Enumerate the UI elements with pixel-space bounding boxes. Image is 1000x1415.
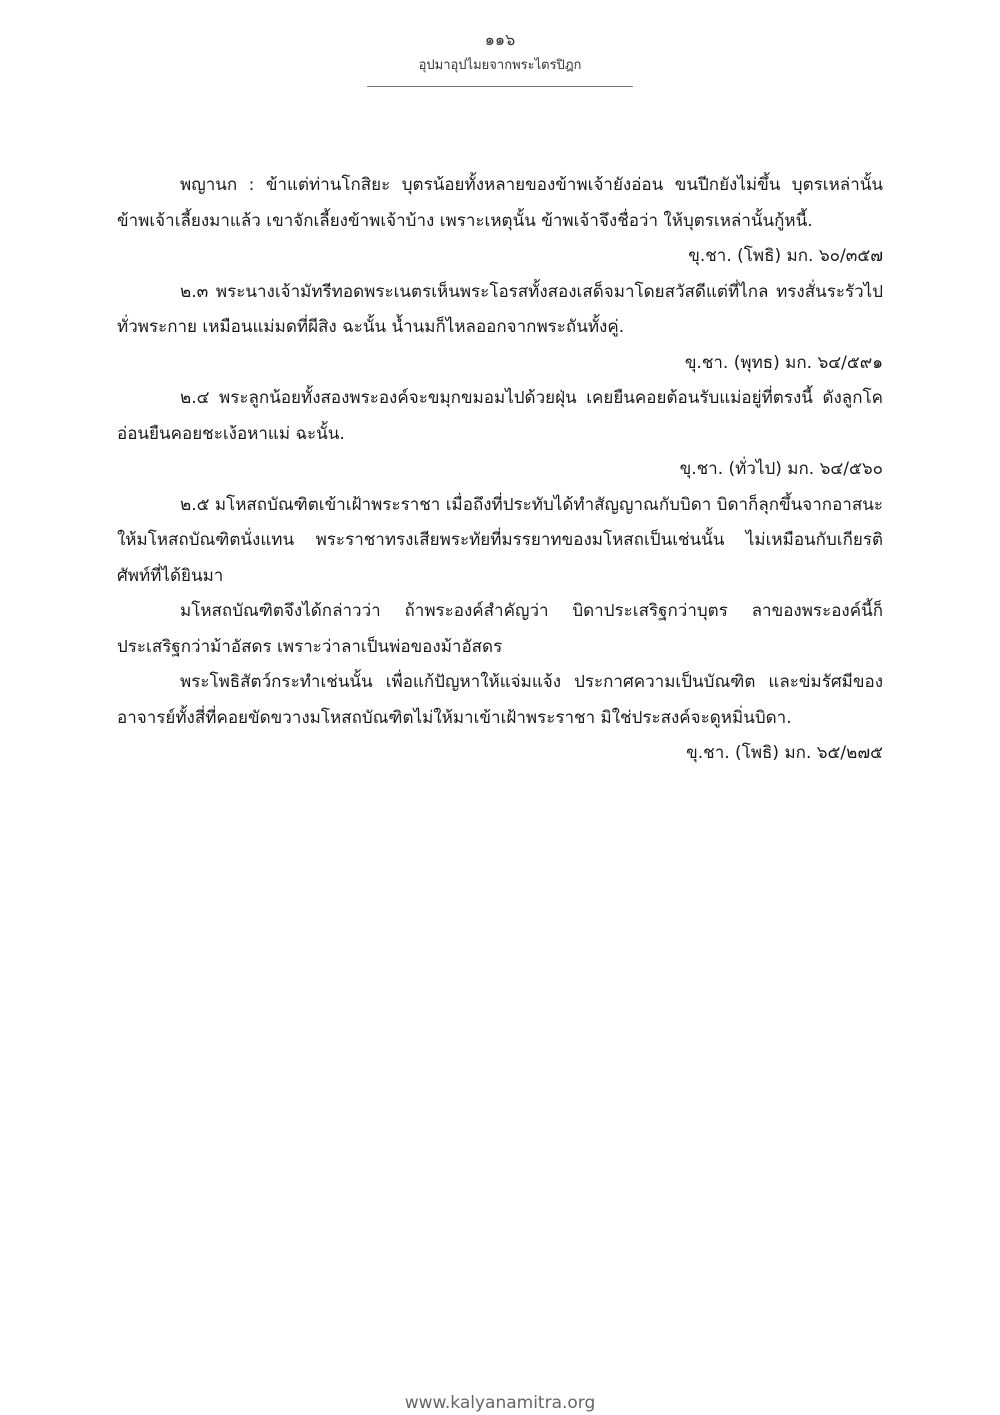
citation-reference: ขุ.ชา. (พุทธ) มก. ๖๔/๕๙๑ xyxy=(684,352,883,373)
citation-reference: ขุ.ชา. (โพธิ) มก. ๖๐/๓๕๗ xyxy=(688,246,883,266)
paragraph: พญานก : ข้าแต่ท่านโกสิยะ บุตรน้อยทั้งหลายของข้าพเจ้ายังอ่อน ขนปีกยังไม่ขึ้น บุตรเหล่านั้นข้าพเจ้าเลี้ยงมาแล้ว เขาจักเลี้ยงข้าพเจ้าบ้าง เพราะเหตุนั้น ข้าพเจ้าจึงชื่อว่า ให้บุตรเหล่านั้นกู้หนี้. xyxy=(117,175,883,231)
paragraph: ๒.๓ พระนางเจ้ามัทรีทอดพระเนตรเห็นพระโอรสทั้งสองเสด็จมาโดยสวัสดีแต่ที่ไกล ทรงสั่นระรัวไปทั่วพระกาย เหมือนแม่มดที่ผีสิง ฉะนั้น น้ำนมก็ไหลออกจากพระถันทั้งคู่. xyxy=(117,281,883,337)
footer-website: www.kalyanamitra.org xyxy=(404,1393,596,1413)
paragraph: มโหสถบัณฑิตจึงได้กล่าวว่า ถ้าพระองค์สำคัญว่า บิดาประเสริฐกว่าบุตร ลาของพระองค์นี้ก็ประเสริฐกว่าม้าอัสดร เพราะว่าลาเป็นพ่อของม้าอัสดร xyxy=(117,601,883,657)
running-title: อุปมาอุปไมยจากพระไตรปิฎก xyxy=(418,58,582,73)
paragraph: ๒.๕ มโหสถบัณฑิตเข้าเฝ้าพระราชา เมื่อถึงที่ประทับได้ทำสัญญาณกับบิดา บิดาก็ลุกขึ้นจากอาสนะ ให้มโหสถบัณฑิตนั่งแทน พระราชาทรงเสียพระทัยที่มรรยาทของมโหสถเป็นเช่นนั้น ไม่เหมือนกับเกียรติศัพท์ที่ได้ยินมา xyxy=(117,494,883,586)
paragraph: พระโพธิสัตว์กระทำเช่นนั้น เพื่อแก้ปัญหาให้แจ่มแจ้ง ประกาศความเป็นบัณฑิต และข่มรัศมีของอาจารย์ทั้งสี่ที่คอยขัดขวางมโหสถบัณฑิตไม่ให้มาเข้าเฝ้าพระราชา มิใช่ประสงค์จะดูหมิ่นบิดา. xyxy=(117,672,883,728)
paragraph: ๒.๔ พระลูกน้อยทั้งสองพระองค์จะขมุกขมอมไปด้วยฝุ่น เคยยืนคอยต้อนรับแม่อยู่ที่ตรงนี้ ดังลูกโคอ่อนยืนคอยชะเง้อหาแม่ ฉะนั้น. xyxy=(117,388,883,444)
citation-reference: ขุ.ชา. (โพธิ) มก. ๖๕/๒๗๕ xyxy=(686,743,883,763)
citation-reference: ขุ.ชา. (ทั่วไป) มก. ๖๔/๕๖๐ xyxy=(679,459,883,479)
page-number: ๑๑๖ xyxy=(484,30,516,49)
document-body xyxy=(117,168,883,772)
page-header xyxy=(0,30,1000,87)
header-divider xyxy=(367,86,633,87)
